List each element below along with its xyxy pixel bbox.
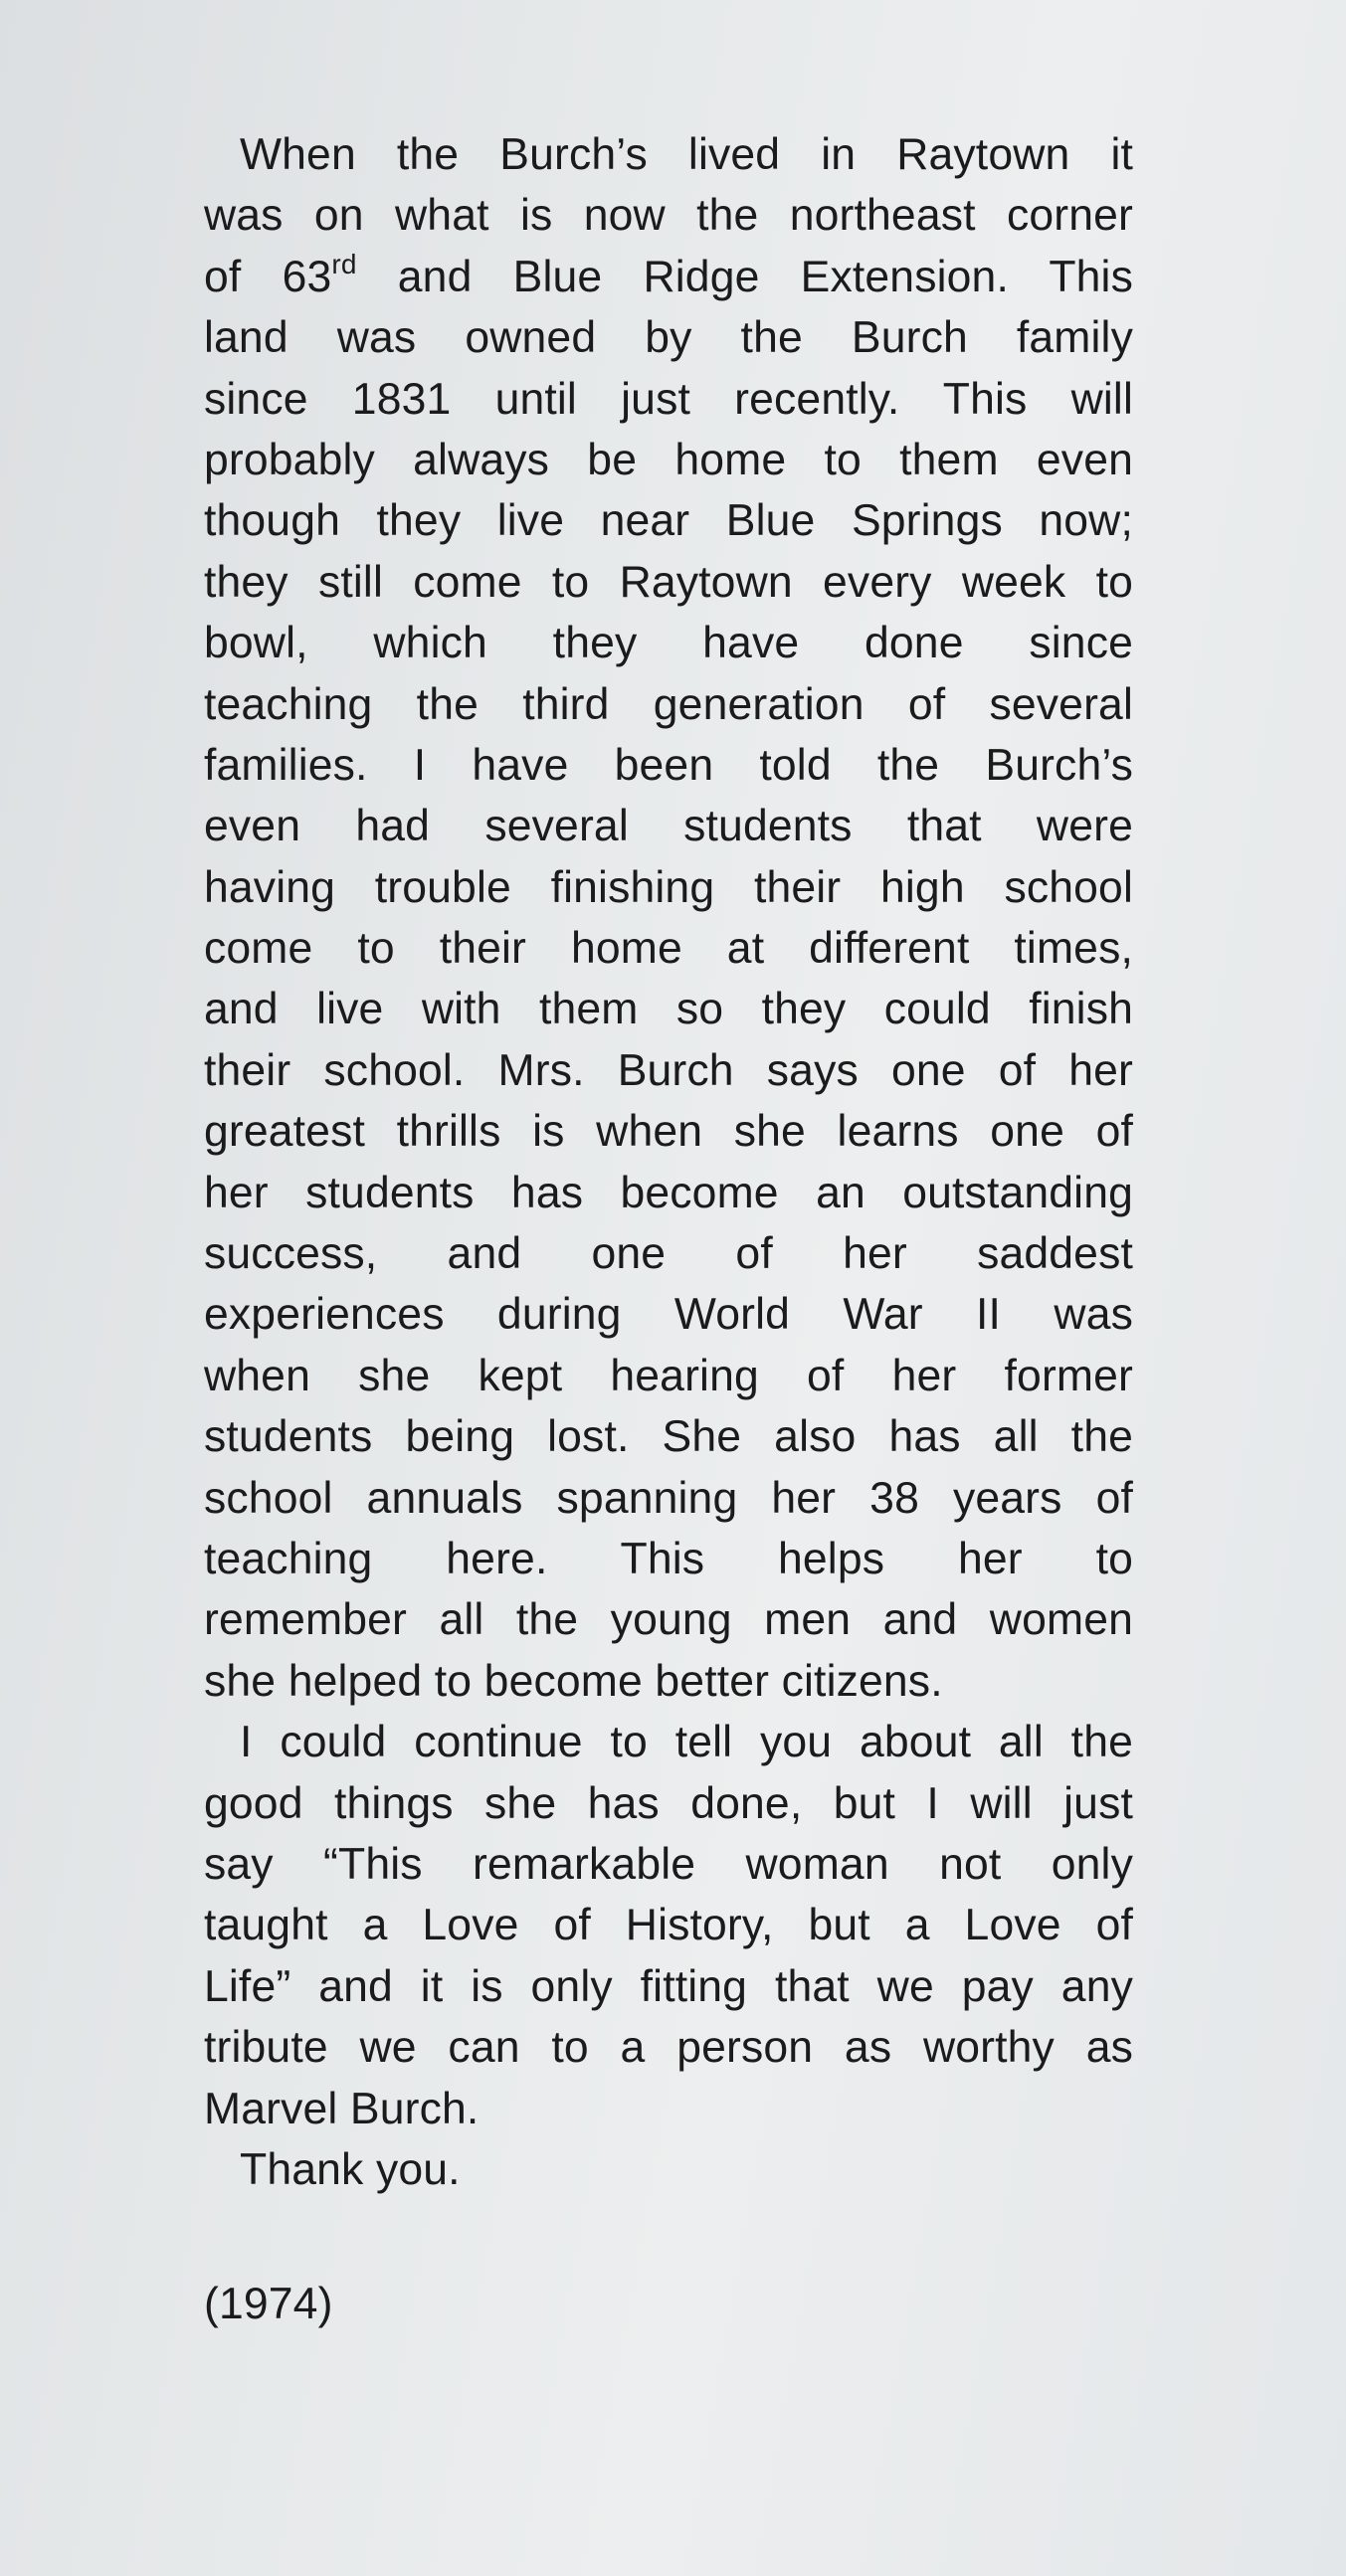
- text-line: having trouble finishing their high school: [204, 862, 1133, 912]
- text-line: bowl, which they have done since: [204, 619, 1133, 668]
- text-line: since 1831 until just recently. This will: [204, 374, 1133, 424]
- text-line: say “This remarkable woman not only: [204, 1839, 1133, 1889]
- text-line: land was owned by the Burch family: [204, 313, 1133, 363]
- year-label: (1974): [204, 2280, 333, 2328]
- text-line: her students has become an outstanding: [204, 1168, 1133, 1217]
- text-line: good things she has done, but I will just: [204, 1778, 1133, 1828]
- text-line: come to their home at different times,: [204, 924, 1133, 974]
- text-line: teaching the third generation of several: [204, 679, 1133, 729]
- text-line: taught a Love of History, but a Love of: [204, 1901, 1133, 1950]
- text-line: of 63rd and Blue Ridge Extension. This: [204, 248, 1133, 301]
- text-line: they still come to Raytown every week to: [204, 557, 1133, 607]
- text-line: their school. Mrs. Burch says one of her: [204, 1045, 1133, 1095]
- text-line: was on what is now the northeast corner: [204, 191, 1133, 241]
- text-line: I could continue to tell you about all the: [240, 1718, 1133, 1767]
- paragraph-1: [204, 124, 1133, 1712]
- text-line: she helped to become better citizens.: [204, 1656, 943, 1706]
- paragraph-2: [204, 1712, 1133, 2139]
- text-line: greatest thrills is when she learns one of: [204, 1107, 1133, 1157]
- text-line: though they live near Blue Springs now;: [204, 496, 1133, 546]
- text-line: even had several students that were: [204, 802, 1133, 851]
- text-line: success, and one of her saddest: [204, 1229, 1133, 1279]
- text-line: when she kept hearing of her former: [204, 1351, 1133, 1400]
- closing-line: Thank you.: [240, 2144, 461, 2194]
- text-line: experiences during World War II was: [204, 1290, 1133, 1340]
- text-line: When the Burch’s lived in Raytown it: [240, 130, 1133, 179]
- ordinal-superscript: rd: [331, 248, 357, 279]
- text-line: and live with them so they could finish: [204, 985, 1133, 1034]
- text-line: teaching here. This helps her to: [204, 1534, 1133, 1583]
- text-line: families. I have been told the Burch’s: [204, 740, 1133, 790]
- text-line: Marvel Burch.: [204, 2084, 480, 2133]
- text-line: Life” and it is only fitting that we pay any: [204, 1961, 1133, 2011]
- text-line: students being lost. She also has all the: [204, 1412, 1133, 1462]
- text-line: tribute we can to a person as worthy as: [204, 2023, 1133, 2073]
- text-line: remember all the young men and women: [204, 1595, 1133, 1645]
- text-line: school annuals spanning her 38 years of: [204, 1473, 1133, 1523]
- document-page: [204, 124, 1133, 2328]
- text-line: probably always be home to them even: [204, 435, 1133, 484]
